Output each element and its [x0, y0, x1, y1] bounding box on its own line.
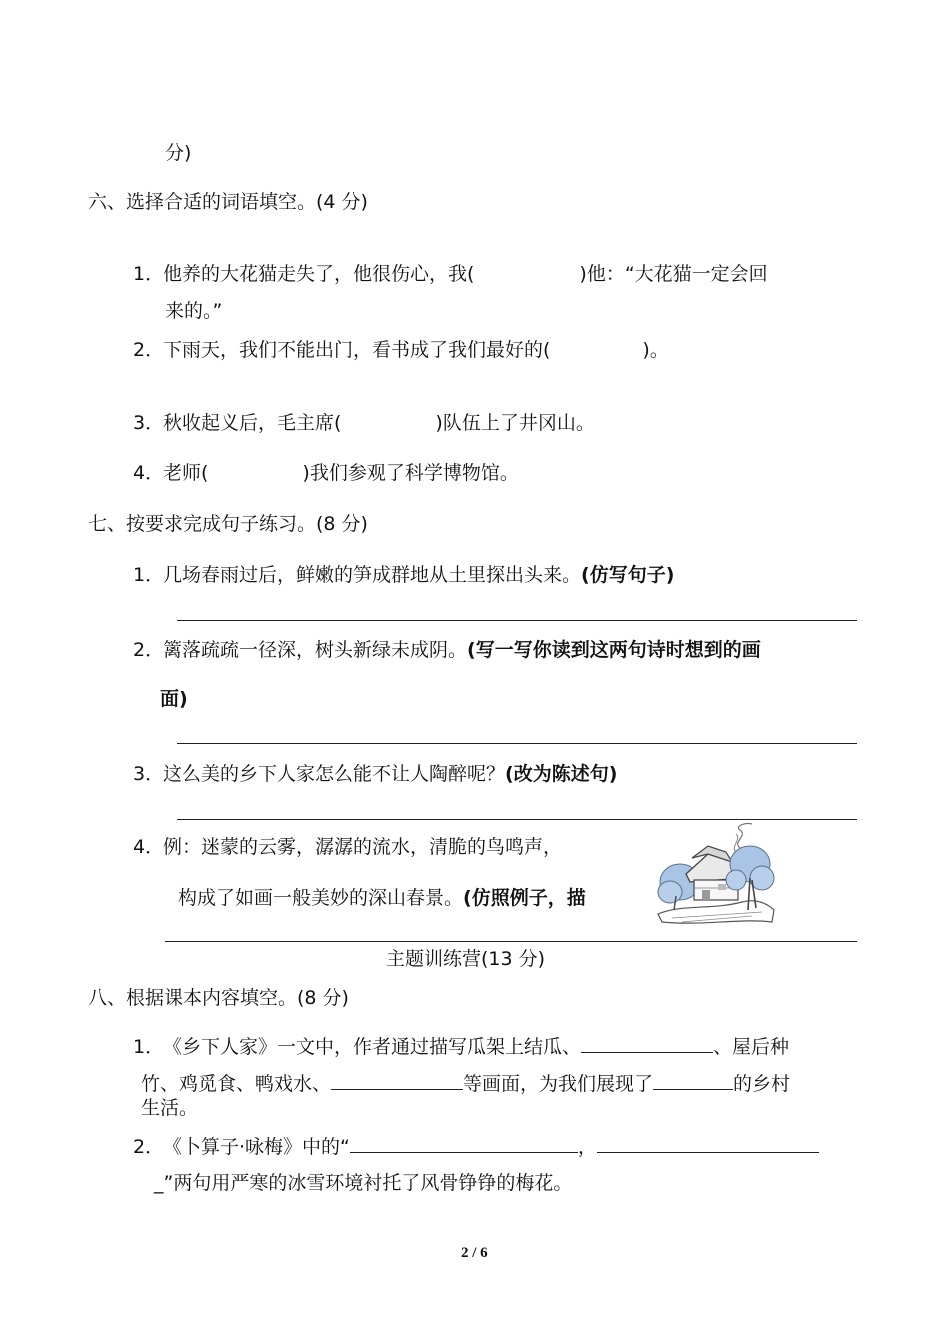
s8-question-2 [133, 1136, 819, 1158]
question-number: 4． [133, 836, 165, 858]
s7-question-4 [133, 836, 562, 858]
answer-line[interactable] [165, 941, 857, 942]
question-requirement: (仿写句子) [581, 564, 675, 586]
question-text: 老师( [163, 462, 209, 484]
question-text: 的乡村 [733, 1073, 791, 1095]
s8-question-1 [133, 1036, 789, 1058]
question-text: 竹、鸡觅食、鸭戏水、 [141, 1073, 332, 1095]
question-text: 等画面，为我们展现了 [463, 1073, 654, 1095]
question-number: 2． [133, 339, 165, 361]
answer-line[interactable] [177, 620, 857, 621]
section-7-title: 七、按要求完成句子练习。(8 分) [88, 513, 368, 535]
s7-question-4-cont [178, 887, 586, 909]
question-text: 构成了如画一般美妙的深山春景。 [178, 887, 464, 909]
s6-question-4 [133, 462, 519, 484]
answer-line[interactable] [177, 743, 857, 744]
question-requirement: (仿照例子，描 [463, 887, 586, 909]
s6-question-1-cont: 来的。” [165, 300, 223, 322]
question-number: 3． [133, 763, 165, 785]
continuation-text: 分) [165, 142, 192, 164]
question-number: 1． [133, 564, 165, 586]
section-6-title: 六、选择合适的词语填空。(4 分) [88, 191, 368, 213]
s7-question-3 [133, 763, 617, 785]
question-number: 2． [133, 639, 165, 661]
question-text: )他：“大花猫一定会回 [579, 263, 768, 285]
s7-question-1 [133, 564, 674, 586]
question-number: 4． [133, 462, 165, 484]
question-text: 《卜算子·咏梅》中的“ [163, 1136, 350, 1158]
question-text: 下雨天，我们不能出门，看书成了我们最好的( [163, 339, 551, 361]
question-text: 篱落疏疏一径深，树头新绿未成阴。 [163, 639, 468, 661]
s8-question-2-cont: _”两句用严寒的冰雪环境衬托了风骨铮铮的梅花。 [154, 1172, 573, 1194]
question-text: 这么美的乡下人家怎么能不让人陶醉呢？ [163, 763, 506, 785]
s7-question-2 [133, 639, 761, 661]
s6-question-2 [133, 339, 669, 361]
answer-blank[interactable] [350, 1152, 578, 1153]
s8-question-1-line2 [141, 1073, 790, 1095]
answer-blank[interactable] [653, 1089, 733, 1090]
question-number: 1． [133, 1036, 165, 1058]
question-requirement: (写一写你读到这两句诗时想到的画 [467, 639, 761, 661]
s6-question-1 [133, 263, 768, 285]
section-8-title: 八、根据课本内容填空。(8 分) [88, 987, 349, 1009]
question-text: )。 [642, 339, 669, 361]
question-text: 、屋后种 [713, 1036, 790, 1058]
answer-blank[interactable] [597, 1152, 819, 1153]
answer-blank[interactable] [331, 1089, 463, 1090]
page-number: 2 / 6 [461, 1245, 488, 1261]
camp-title: 主题训练营(13 分) [386, 948, 546, 970]
question-text: )队伍上了井冈山。 [435, 412, 595, 434]
question-requirement: (改为陈述句) [505, 763, 618, 785]
question-number: 1． [133, 263, 165, 285]
question-text: )我们参观了科学博物馆。 [302, 462, 519, 484]
s6-question-3 [133, 412, 595, 434]
village-illustration [652, 818, 776, 928]
s7-question-2-cont: 面) [160, 688, 188, 710]
question-text: 几场春雨过后，鲜嫩的笋成群地从土里探出头来。 [163, 564, 582, 586]
question-text: 例：迷蒙的云雾，潺潺的流水，清脆的鸟鸣声， [163, 836, 563, 858]
answer-blank[interactable] [581, 1052, 713, 1053]
s8-question-1-line3: 生活。 [141, 1097, 199, 1119]
question-text: 秋收起义后，毛主席( [163, 412, 342, 434]
question-text: 他养的大花猫走失了，他很伤心，我( [163, 263, 475, 285]
question-number: 2． [133, 1136, 165, 1158]
question-text: 《乡下人家》一文中，作者通过描写瓜架上结瓜、 [163, 1036, 582, 1058]
question-number: 3． [133, 412, 165, 434]
question-text: ， [577, 1136, 597, 1158]
